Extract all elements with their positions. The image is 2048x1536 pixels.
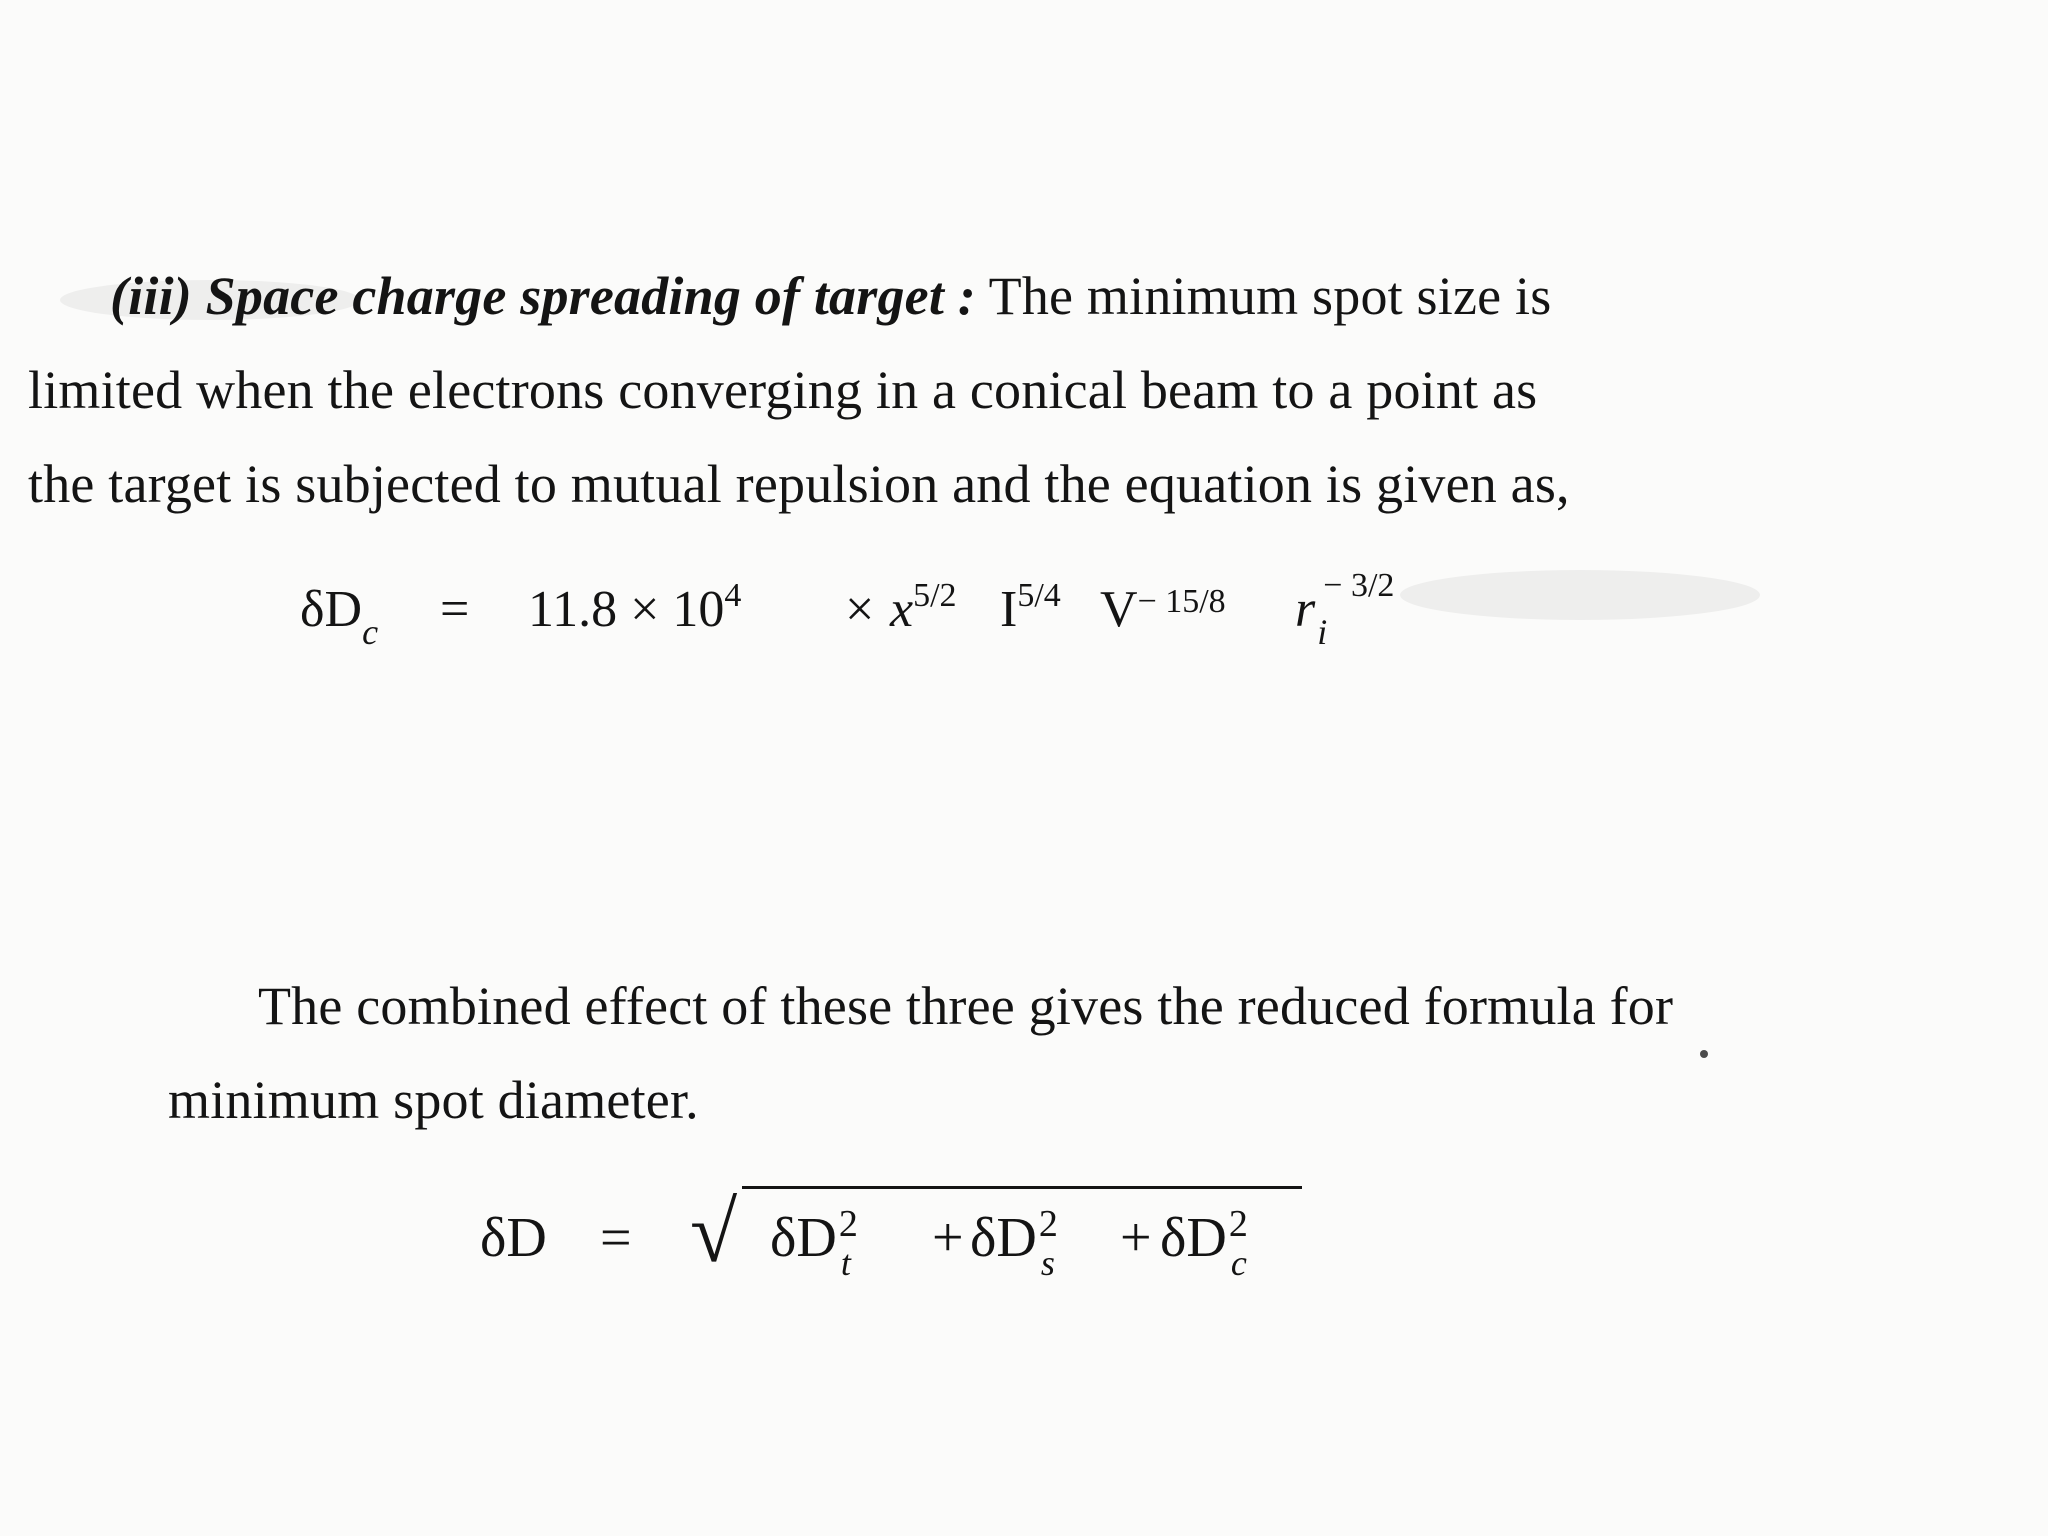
eq2-term1 (770, 1203, 867, 1283)
eq2-term1-sup: 2 (838, 1203, 858, 1245)
eq2-term3 (1160, 1203, 1257, 1283)
eq2-term1-scripts (837, 1203, 867, 1283)
eq1-lhs (300, 580, 379, 652)
eq1-lhs-symbol: δD (300, 581, 363, 638)
sqrt-vinculum (742, 1186, 1302, 1189)
eq1-x-var: x (890, 581, 914, 638)
sqrt-radical-icon: √ (690, 1184, 738, 1280)
paragraph1-line1-text: The minimum spot size is (988, 266, 1552, 326)
paragraph1-line2: limited when the electrons converging in a conical beam to a point as (28, 360, 1538, 420)
eq1-lhs-sub: c (362, 612, 379, 652)
eq1-I-exp: 5/4 (1017, 577, 1061, 614)
eq2-term3-symbol: δD (1160, 1207, 1227, 1269)
paragraph1-line1 (110, 266, 1551, 326)
eq1-V-exp: − 15/8 (1137, 583, 1226, 620)
eq1-r-var: r (1295, 581, 1316, 638)
scan-dot (1700, 1050, 1708, 1058)
eq1-coefficient-exp: 4 (724, 577, 742, 614)
eq2-term3-sub: c (1230, 1243, 1247, 1283)
eq1-coefficient (528, 577, 742, 639)
eq1-I-term (1000, 577, 1061, 639)
eq1-x-term (890, 577, 957, 639)
eq1-r-sub: i (1317, 612, 1328, 652)
eq2-term3-scripts (1227, 1203, 1257, 1283)
eq2-term2 (970, 1203, 1067, 1283)
eq1-I-var: I (1000, 581, 1018, 638)
equation-spot-diameter (480, 1170, 1380, 1310)
eq2-plus2: + (1120, 1207, 1152, 1269)
eq1-coefficient-text: 11.8 × 10 (528, 581, 725, 638)
eq1-equals: = (440, 581, 470, 638)
eq2-term2-scripts (1037, 1203, 1067, 1283)
eq2-term2-symbol: δD (970, 1207, 1037, 1269)
eq2-term1-sub: t (840, 1243, 851, 1283)
eq2-equals: = (600, 1207, 632, 1269)
eq1-r-term (1295, 567, 1395, 652)
eq1-x-exp: 5/2 (913, 577, 957, 614)
eq1-times: × (845, 581, 875, 638)
eq1-r-exp: − 3/2 (1323, 567, 1395, 604)
section-heading: (iii) Space charge spreading of target : (110, 266, 976, 326)
equation-space-charge (300, 556, 1500, 656)
paragraph1-line3: the target is subjected to mutual repulsion and the equation is given as, (28, 454, 1570, 514)
eq2-plus1: + (932, 1207, 964, 1269)
eq1-V-var: V (1100, 581, 1138, 638)
eq2-lhs: δD (480, 1207, 547, 1269)
eq2-term3-sup: 2 (1228, 1203, 1248, 1245)
eq2-term2-sup: 2 (1038, 1203, 1058, 1245)
paragraph2-line1: The combined effect of these three gives the reduced formula for (258, 976, 1674, 1036)
paragraph2-line2: minimum spot diameter. (168, 1070, 699, 1130)
eq1-V-term (1100, 580, 1226, 639)
eq2-term1-symbol: δD (770, 1207, 837, 1269)
eq2-term2-sub: s (1040, 1243, 1055, 1283)
